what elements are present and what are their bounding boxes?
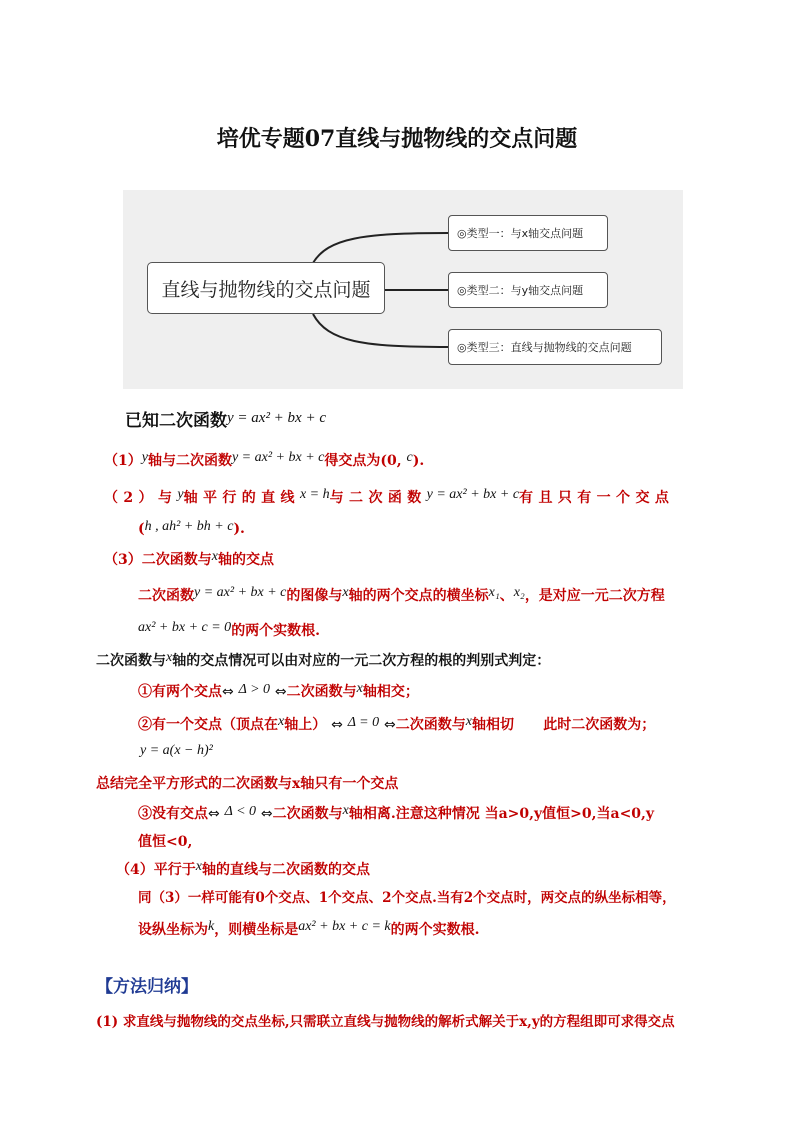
item-2	[104, 487, 674, 507]
item-3-x1: x₁	[488, 585, 500, 600]
case-2-a: ②有一个交点（顶点在	[138, 717, 278, 733]
case-2-b: 轴上）	[284, 717, 327, 733]
case-2-var: x	[278, 714, 285, 729]
summary-line: 总结完全平方形式的二次函数与x轴只有一个交点	[96, 776, 399, 792]
case-1-a: ①有两个交点	[138, 684, 222, 700]
item-4-l2-c: 的两个实数根.	[390, 922, 480, 938]
item-2-text: 轴平行的直线	[183, 490, 300, 506]
case-3-c: 轴相离.注意这种情况 当a>0,y值恒>0,当a<0,y	[348, 806, 655, 822]
disc-a: 二次函数与	[96, 653, 166, 669]
item-2-point-close: ).	[233, 521, 245, 537]
intro-formula: y = ax² + bx + c	[227, 410, 326, 426]
case-2-formula-line	[140, 742, 213, 759]
item-4-l2-formula: ax² + bx + c = k	[298, 919, 391, 934]
item-1-end: ).	[412, 453, 425, 469]
disc-b: 轴的交点情况可以由对应的一元二次方程的根的判别式判定：	[172, 653, 551, 669]
item-1-formula: y = ax² + bx + c	[231, 450, 325, 465]
item-2-point-formula: h , ah² + bh + c	[144, 519, 234, 534]
item-2-text-2: 与二次函数	[329, 490, 427, 506]
intro-text: 已知二次函数	[125, 411, 227, 431]
disc-var: x	[166, 650, 173, 665]
case-2-c: 二次函数与	[395, 717, 466, 733]
item-3-x2: x₂	[513, 585, 525, 600]
item-3-l1-d: ，是对应一元二次方程	[524, 588, 665, 604]
item-3-head-b: 轴的交点	[217, 552, 274, 568]
case-2-d: 轴相切	[471, 717, 514, 733]
item-3-head-a: （3）二次函数与	[104, 552, 212, 568]
item-3-l1-var: x	[342, 585, 349, 600]
case-3-cont: 值恒<0,	[138, 834, 193, 850]
item-3-line-1	[138, 585, 665, 605]
page-title: 培优专题07直线与抛物线的交点问题	[216, 126, 578, 152]
case-3-a: ③没有交点	[138, 806, 208, 822]
item-4-line-2	[138, 919, 480, 939]
item-3-heading	[104, 549, 274, 569]
case-3-formula: Δ < 0	[224, 804, 257, 819]
item-3-line-2	[138, 620, 320, 640]
item-1-var: y	[141, 450, 148, 465]
item-4-heading	[116, 859, 370, 879]
method-heading: 【方法归纳】	[96, 977, 198, 997]
item-1-text-2: 得交点为(0,	[324, 453, 402, 469]
case-2	[138, 714, 655, 734]
item-2-var: y	[177, 487, 184, 502]
discriminant-intro	[96, 650, 550, 670]
item-3-sep: 、	[499, 588, 514, 604]
item-3-head-var: x	[211, 549, 218, 564]
item-2-point	[138, 519, 245, 537]
mind-map-center-node: 直线与抛物线的交点问题	[147, 262, 385, 314]
item-1-number: （1）	[104, 453, 142, 469]
item-2-formula-2: y = ax² + bx + c	[426, 487, 520, 502]
equivalence-icon: ⇔	[384, 717, 396, 733]
equivalence-icon: ⇔	[331, 717, 343, 733]
case-2-vertex-formula: y = a(x − h)²	[140, 743, 213, 758]
item-4-line-1: 同（3）一样可能有0个交点、1个交点、2个交点.当有2个交点时，两交点的纵坐标相等，	[138, 890, 676, 906]
item-1-text: 轴与二次函数	[147, 453, 232, 469]
item-3-l2-b: 的两个实数根.	[231, 623, 321, 639]
case-1	[138, 681, 419, 701]
equivalence-icon: ⇔	[222, 684, 234, 700]
item-4-k: k	[208, 919, 215, 934]
case-1-var: x	[356, 681, 363, 696]
item-1-c: c	[406, 450, 413, 465]
case-1-b: 二次函数与	[286, 684, 357, 700]
item-3-l2-formula: ax² + bx + c = 0	[138, 620, 232, 635]
item-2-number: （2）与	[104, 490, 178, 506]
item-4-head-var: x	[195, 859, 202, 874]
item-3-l1-formula: y = ax² + bx + c	[194, 585, 287, 600]
case-3-var: x	[342, 803, 349, 818]
item-2-point-open: (	[138, 521, 145, 537]
item-3-l1-a: 二次函数	[138, 588, 194, 604]
mind-map-branch-1: ◎类型一：与x轴交点问题	[448, 215, 608, 251]
item-2-formula-1: x = h	[299, 487, 330, 502]
case-1-formula: Δ > 0	[238, 682, 271, 697]
mind-map-branch-3: ◎类型三：直线与抛物线的交点问题	[448, 329, 662, 365]
case-1-c: 轴相交；	[362, 684, 419, 700]
item-3-l1-b: 的图像与	[286, 588, 343, 604]
item-2-text-3: 有且只有一个交点	[519, 490, 675, 506]
method-line-1: (1) 求直线与抛物线的交点坐标,只需联立直线与抛物线的解析式解关于x,y的方程组即可求得交点	[96, 1014, 675, 1030]
item-4-head-b: 轴的直线与二次函数的交点	[201, 862, 370, 878]
equivalence-icon: ⇔	[208, 806, 220, 822]
case-2-formula: Δ = 0	[347, 715, 380, 730]
case-2-e: 此时二次函数为；	[543, 717, 656, 733]
case-3	[138, 803, 654, 823]
equivalence-icon: ⇔	[274, 684, 287, 700]
equivalence-icon: ⇔	[260, 806, 273, 822]
item-4-head-a: （4）平行于	[116, 862, 196, 878]
mind-map-branch-2: ◎类型二：与y轴交点问题	[448, 272, 608, 308]
case-3-b: 二次函数与	[272, 806, 343, 822]
item-4-l2-b: ，则横坐标是	[214, 922, 299, 938]
item-3-l1-c: 轴的两个交点的横坐标	[348, 588, 489, 604]
mind-map	[123, 190, 683, 389]
item-4-l2-a: 设纵坐标为	[138, 922, 208, 938]
case-2-var-2: x	[465, 714, 472, 729]
item-1	[104, 450, 424, 470]
intro-line	[125, 406, 326, 431]
